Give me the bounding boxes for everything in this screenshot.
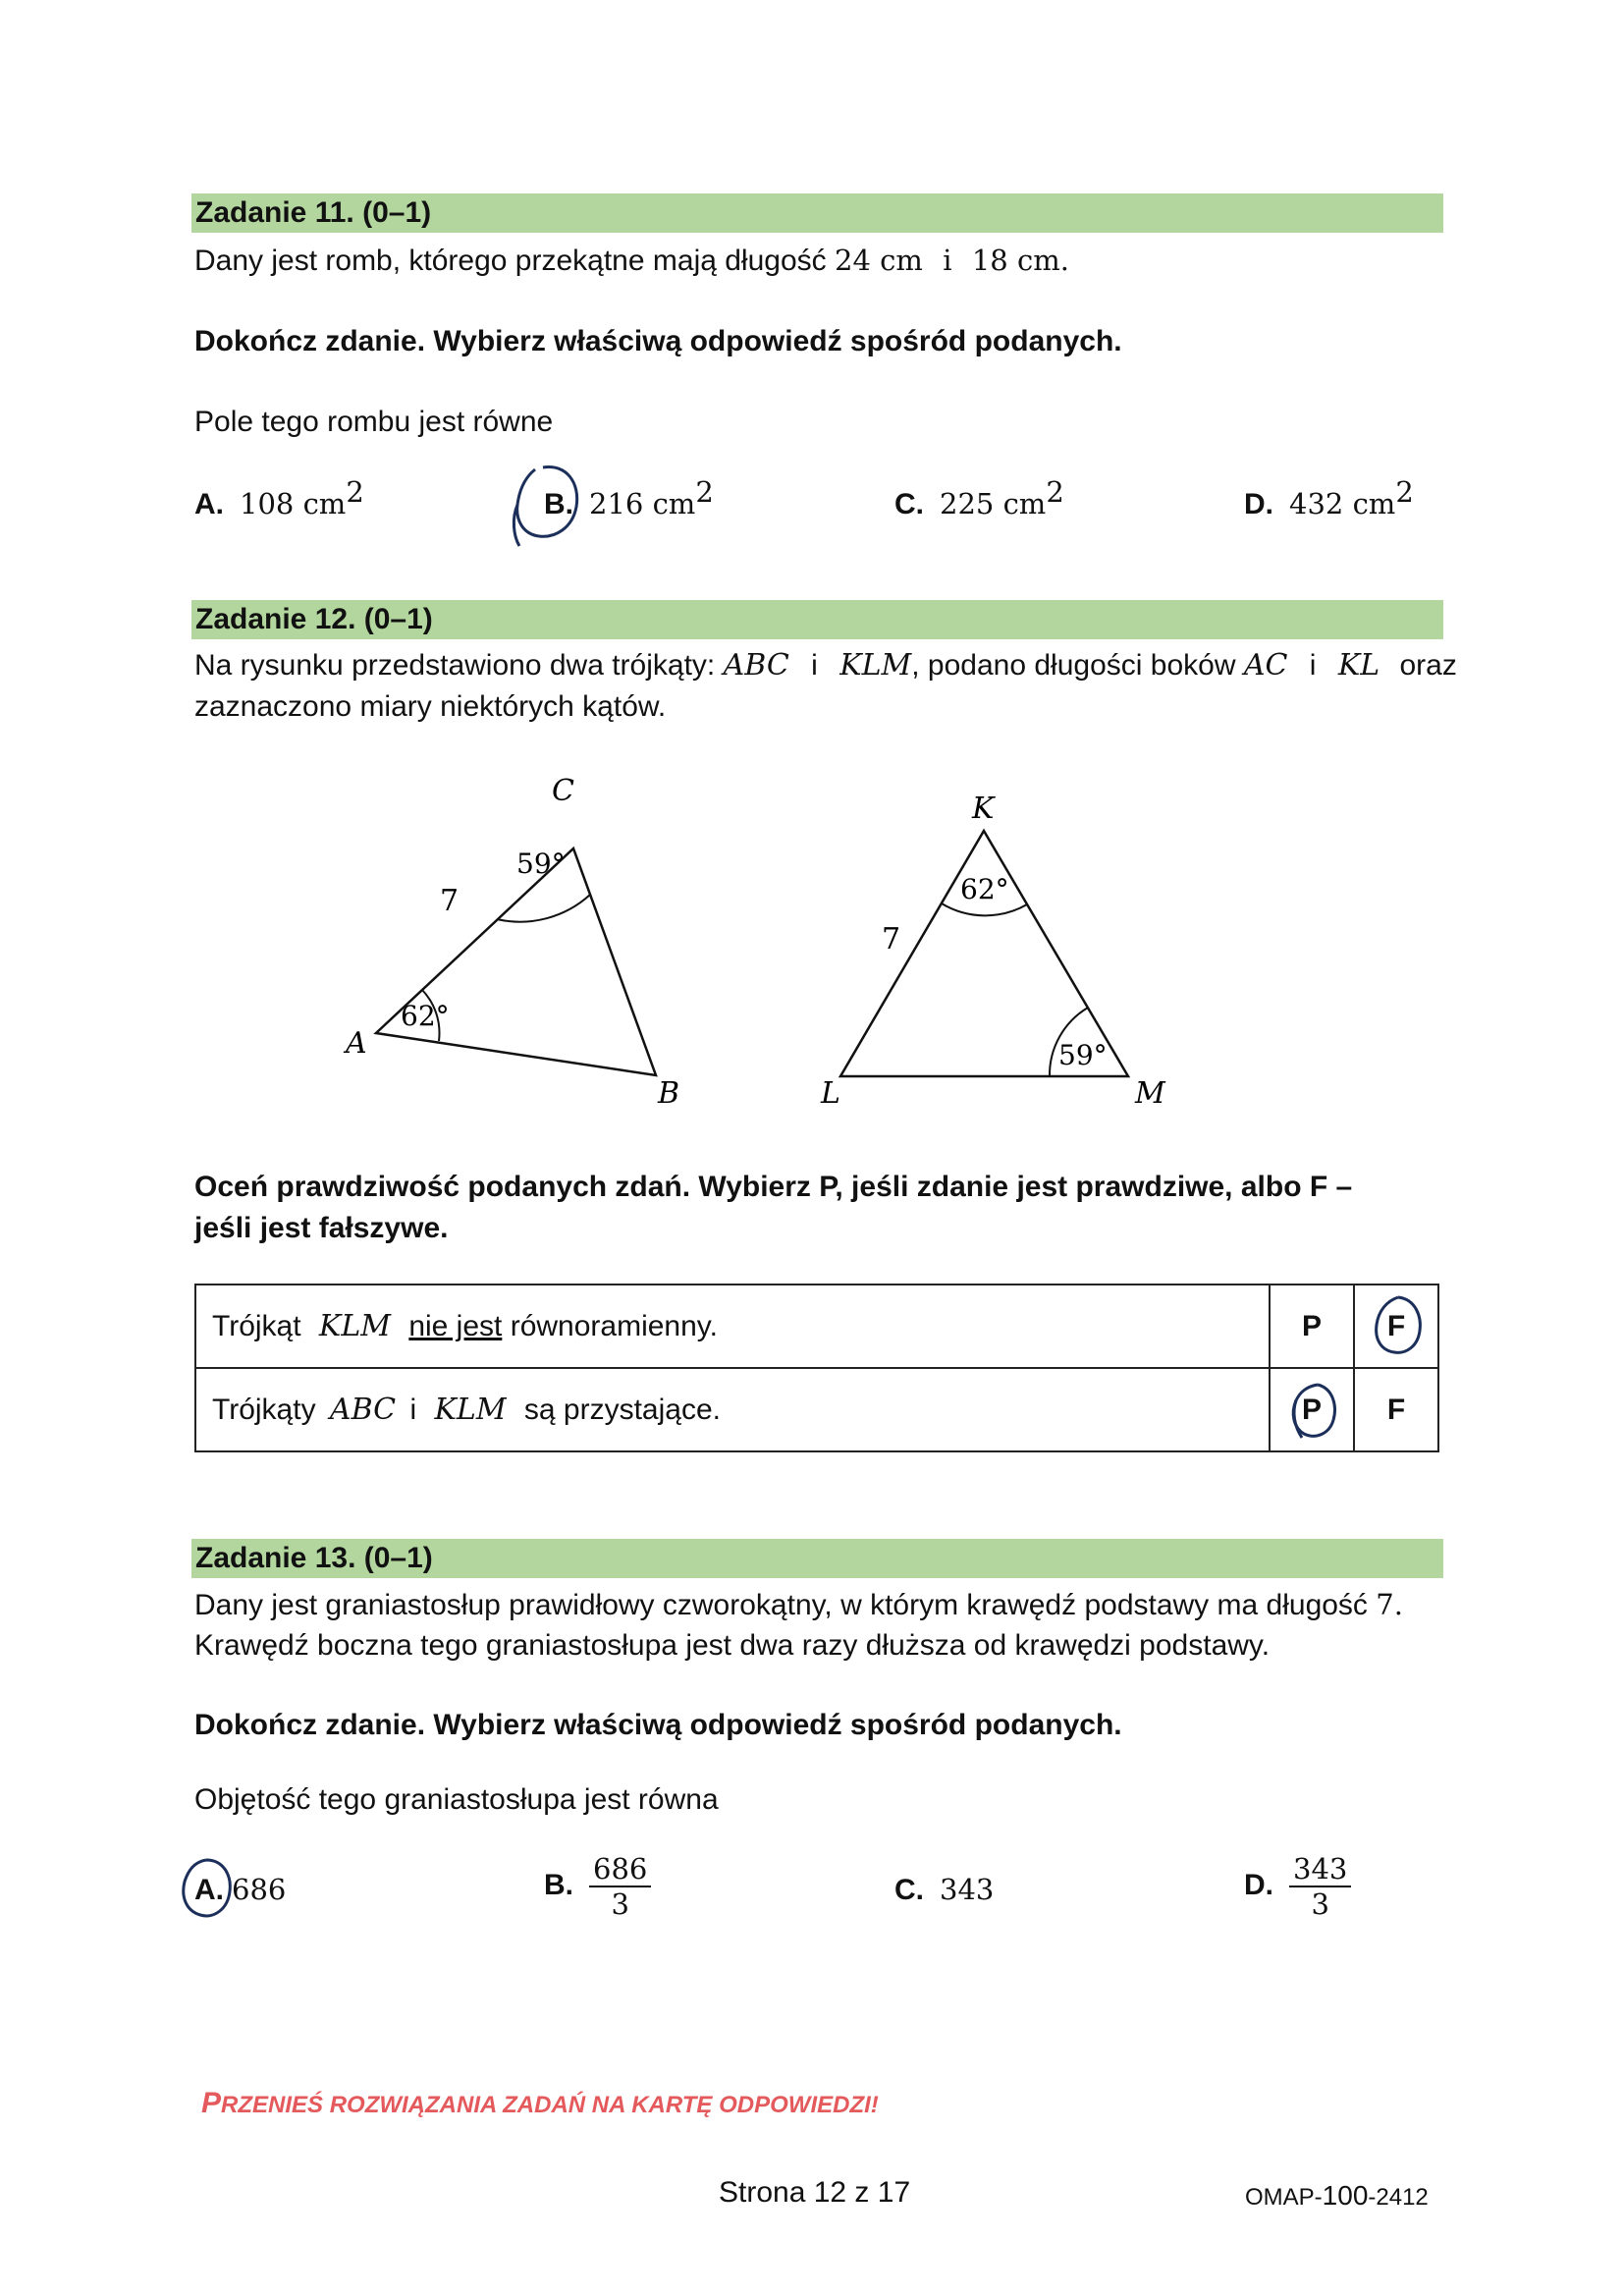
transfer-answers-notice — [201, 2087, 879, 2120]
statement-text: Trójkąt — [212, 1310, 309, 1342]
option-letter: B. — [544, 488, 573, 520]
vertex-k: K — [972, 792, 995, 826]
task-13-option-b[interactable] — [544, 1852, 651, 1921]
intro-text: oraz — [1399, 649, 1457, 682]
option-value: 343 — [940, 1873, 995, 1906]
task-12-instruction-line-2: jeśli jest fałszywe. — [194, 1212, 449, 1244]
task-12-header: Zadanie 12. (0–1) — [191, 600, 1443, 639]
option-value: 225 cm — [940, 487, 1047, 520]
handwritten-circle — [1369, 1293, 1426, 1360]
statement-text: równoramienny. — [502, 1310, 718, 1342]
fraction-denominator: 3 — [1311, 1887, 1329, 1921]
option-exponent: 2 — [1046, 475, 1064, 509]
task-11-option-a[interactable] — [194, 475, 364, 525]
table-row — [195, 1285, 1438, 1368]
negation-underlined: nie jest — [408, 1310, 503, 1342]
task-12-intro-line-1 — [194, 645, 1457, 686]
intro-text: , podano długości boków — [911, 649, 1244, 682]
task-11-option-d[interactable] — [1244, 475, 1414, 525]
vertex-c: C — [552, 774, 574, 808]
conjunction: i — [409, 1394, 425, 1426]
task-11-intro — [194, 240, 1069, 282]
task-11-instruction: Dokończ zdanie. Wybierz właściwą odpowiedź spośród podanych. — [194, 325, 1122, 357]
option-letter: D. — [1244, 488, 1273, 520]
task-13-option-d[interactable] — [1244, 1852, 1351, 1921]
task-11-stem: Pole tego rombu jest równe — [194, 406, 554, 438]
handwritten-circle — [1284, 1379, 1341, 1446]
vertex-m: M — [1135, 1076, 1165, 1111]
option-letter: A. — [194, 488, 224, 520]
task-13-stem: Objętość tego graniastosłupa jest równa — [194, 1783, 719, 1816]
statement-2-false-choice[interactable]: F — [1354, 1368, 1438, 1451]
fraction-numerator: 343 — [1289, 1852, 1351, 1887]
statement-2 — [195, 1368, 1270, 1451]
statement-1-true-choice[interactable]: P — [1270, 1285, 1354, 1368]
statement-text: są przystające. — [523, 1394, 721, 1426]
angle-k-value: 62° — [960, 873, 1009, 905]
side-kl-length: 7 — [882, 922, 901, 957]
option-exponent: 2 — [1395, 475, 1414, 509]
task-11-intro-text: Dany jest romb, którego przekątne mają długość — [194, 245, 835, 277]
triangle-abc-label: ABC — [329, 1393, 397, 1427]
code-prefix: OMAP- — [1245, 2184, 1323, 2211]
conjunction: i — [943, 244, 952, 277]
triangle-klm-label: KLM — [318, 1309, 391, 1343]
triangles-figure — [324, 766, 1208, 1120]
triangle-abc — [376, 848, 656, 1075]
option-letter: C. — [894, 488, 924, 520]
vertex-b: B — [658, 1076, 680, 1111]
statement-text: Trójkąty — [212, 1394, 324, 1426]
vertex-a: A — [346, 1026, 367, 1061]
task-12-intro-line-2: zaznaczono miary niektórych kątów. — [194, 690, 667, 723]
option-fraction — [589, 1852, 651, 1921]
code-suffix: -2412 — [1368, 2184, 1429, 2211]
triangle-klm-label: KLM — [839, 648, 912, 683]
code-number: 100 — [1322, 2180, 1369, 2211]
handwritten-answer-mark — [506, 460, 584, 550]
choice-letter: P — [1301, 1393, 1322, 1426]
option-value: 216 cm — [589, 487, 696, 520]
task-13-header: Zadanie 13. (0–1) — [191, 1539, 1443, 1578]
intro-text: Na rysunku przedstawiono dwa trójkąty: — [194, 649, 724, 682]
notice-text: RZENIEŚ ROZWIĄZANIA ZADAŃ NA KARTĘ ODPOWIEDZI! — [221, 2092, 879, 2118]
side-ac-label: AC — [1243, 648, 1288, 683]
exam-code — [1245, 2180, 1429, 2212]
conjunction: i — [1309, 649, 1317, 682]
task-13-option-c[interactable] — [894, 1869, 994, 1911]
statement-1-false-choice[interactable] — [1354, 1285, 1438, 1368]
option-value: 108 cm — [240, 487, 347, 520]
choice-letter: F — [1386, 1309, 1406, 1342]
angle-m-value: 59° — [1058, 1039, 1108, 1071]
option-letter: B. — [544, 1868, 573, 1901]
option-value: 686 — [232, 1873, 287, 1906]
task-11-header: Zadanie 11. (0–1) — [191, 193, 1443, 233]
triangle-klm-label: KLM — [434, 1393, 507, 1427]
task-13-instruction: Dokończ zdanie. Wybierz właściwą odpowiedź spośród podanych. — [194, 1709, 1122, 1741]
side-kl-label: KL — [1337, 648, 1380, 683]
task-13-intro-line-1 — [194, 1584, 1403, 1626]
option-exponent: 2 — [346, 475, 364, 509]
fraction-denominator: 3 — [611, 1887, 629, 1921]
intro-text: Dany jest graniastosłup prawidłowy czworokątny, w którym krawędź podstawy ma długość — [194, 1589, 1377, 1621]
page-number: Strona 12 z 17 — [719, 2176, 911, 2209]
option-letter: D. — [1244, 1868, 1273, 1901]
angle-a-value: 62° — [401, 1000, 450, 1032]
option-fraction — [1289, 1852, 1351, 1921]
notice-initial: P — [201, 2087, 222, 2119]
task-13-intro-line-2: Krawędź boczna tego graniastosłupa jest dwa razy dłuższa od krawędzi podstawy. — [194, 1629, 1271, 1662]
triangle-abc-label: ABC — [723, 648, 789, 683]
angle-c-value: 59° — [516, 847, 566, 880]
fraction-numerator: 686 — [589, 1852, 651, 1887]
diagonal-2: 18 cm. — [971, 244, 1069, 277]
handwritten-answer-mark — [177, 1854, 240, 1925]
option-exponent: 2 — [695, 475, 714, 509]
option-letter: C. — [894, 1874, 924, 1906]
option-value: 432 cm — [1289, 487, 1396, 520]
true-false-table — [194, 1284, 1439, 1452]
statement-2-true-choice[interactable] — [1270, 1368, 1354, 1451]
side-ac-length: 7 — [440, 884, 460, 918]
base-edge-value: 7. — [1376, 1588, 1403, 1621]
task-12-instruction-line-1: Oceń prawdziwość podanych zdań. Wybierz P, jeśli zdanie jest prawdziwe, albo F – — [194, 1171, 1353, 1203]
diagonal-1: 24 cm — [835, 244, 923, 277]
task-11-option-c[interactable] — [894, 475, 1064, 525]
vertex-l: L — [821, 1076, 840, 1111]
table-row — [195, 1368, 1438, 1451]
conjunction: i — [811, 649, 818, 682]
statement-1 — [195, 1285, 1270, 1368]
option-letter: A. — [194, 1874, 224, 1906]
